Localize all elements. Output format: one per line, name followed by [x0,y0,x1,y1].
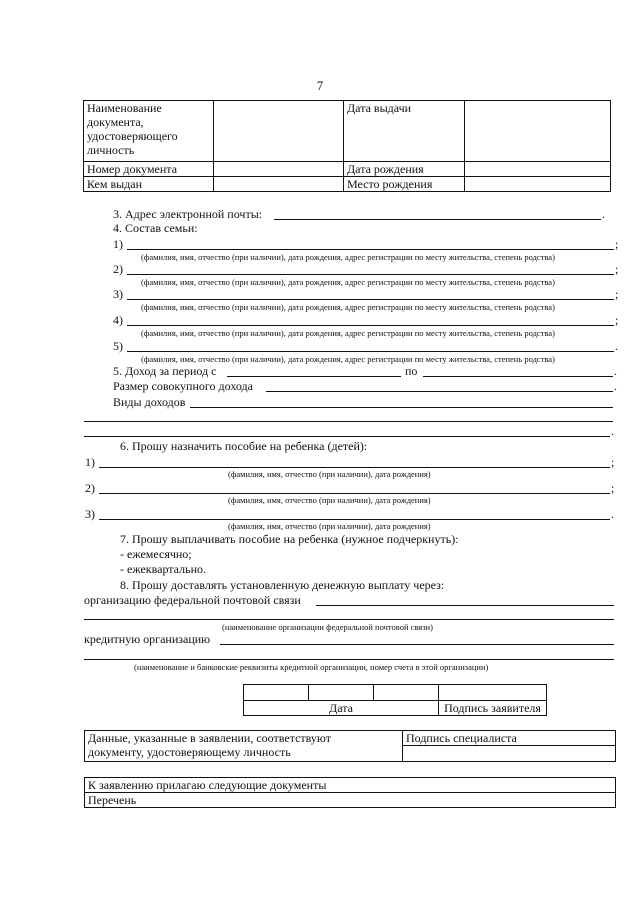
family-item-num: 5) [113,339,123,353]
signature-cell[interactable] [439,685,547,701]
income-types-field[interactable] [84,436,610,437]
family-field[interactable] [127,249,614,250]
family-hint: (фамилия, имя, отчество (при наличии), дата рождения, адрес регистрации по месту жительства, степень родства) [141,277,555,287]
email-label: 3. Адрес электронной почты: [113,207,263,221]
children-title: 6. Прошу назначить пособие на ребенка (детей): [120,439,368,453]
family-item-num: 2) [113,262,123,276]
delivery-credit-hint: (наименование и банковские реквизиты кредитной организации, номер счета в этой организации) [134,662,489,672]
family-title: 4. Состав семьи: [113,221,198,235]
delivery-post-hint: (наименование организации федеральной почтовой связи) [222,622,433,632]
delivery-credit-field[interactable] [220,644,614,645]
child-field[interactable] [99,493,610,494]
income-to-label: по [405,364,418,378]
income-types-field[interactable] [190,407,613,408]
payment-monthly-option[interactable]: - ежемесячно; [120,547,192,561]
family-item-end: ; [615,313,619,327]
child-item-num: 2) [85,481,95,495]
doc-name-label: Наименование документа, удостоверяющего личность [84,101,214,162]
date-cell[interactable] [374,685,439,701]
specialist-cell[interactable] [403,731,616,762]
child-item-num: 1) [85,455,95,469]
income-types-end: . [611,424,614,438]
family-field[interactable] [127,299,614,300]
attachments-list[interactable]: Перечень [85,793,616,808]
family-item-end: ; [615,262,619,276]
delivery-credit-label: кредитную организацию [84,632,211,646]
birth-date-value[interactable] [465,162,611,177]
specialist-signature-label: Подпись специалиста [403,731,615,746]
child-field[interactable] [99,467,610,468]
family-hint: (фамилия, имя, отчество (при наличии), дата рождения, адрес регистрации по месту жительства, степень родства) [141,252,555,262]
income-size-end: . [614,379,617,393]
verification-line: Данные, указанные в заявлении, соответствуют [88,731,331,745]
income-period-end: . [614,364,617,378]
attachments-table [84,777,616,808]
family-field[interactable] [127,351,614,352]
income-types-label: Виды доходов [113,395,186,409]
family-item-num: 4) [113,313,123,327]
family-hint: (фамилия, имя, отчество (при наличии), дата рождения, адрес регистрации по месту жительства, степень родства) [141,302,555,312]
email-field[interactable] [274,219,601,220]
birth-date-label: Дата рождения [344,162,465,177]
issued-by-value[interactable] [214,177,344,192]
issue-date-value[interactable] [465,101,611,162]
delivery-post-field[interactable] [84,619,614,620]
child-hint: (фамилия, имя, отчество (при наличии), дата рождения) [228,469,431,479]
verification-table [84,730,616,762]
doc-number-value[interactable] [214,162,344,177]
income-from-field[interactable] [227,376,401,377]
income-period-label: 5. Доход за период с [113,364,217,378]
child-field[interactable] [99,519,610,520]
child-item-end: ; [611,481,615,495]
child-item-num: 3) [85,507,95,521]
applicant-signature-label: Подпись заявителя [439,701,547,716]
date-cell[interactable] [244,685,309,701]
delivery-post-field[interactable] [316,605,614,606]
doc-name-value[interactable] [214,101,344,162]
income-to-field[interactable] [423,376,613,377]
family-hint: (фамилия, имя, отчество (при наличии), дата рождения, адрес регистрации по месту жительства, степень родства) [141,354,555,364]
date-cell[interactable] [309,685,374,701]
id-document-table [83,100,611,192]
child-hint: (фамилия, имя, отчество (при наличии), дата рождения) [228,521,431,531]
issued-by-label: Кем выдан [84,177,214,192]
payment-quarterly-option[interactable]: - ежеквартально. [120,562,206,576]
verification-text [85,731,403,762]
birth-place-label: Место рождения [344,177,465,192]
attachments-title: К заявлению прилагаю следующие документы [85,778,616,793]
income-size-field[interactable] [266,391,613,392]
child-item-end: . [611,507,614,521]
income-size-label: Размер совокупного дохода [113,379,253,393]
page-number: 7 [316,78,324,93]
family-item-num: 1) [113,237,123,251]
income-types-field[interactable] [84,421,613,422]
family-field[interactable] [127,325,614,326]
family-hint: (фамилия, имя, отчество (при наличии), дата рождения, адрес регистрации по месту жительства, степень родства) [141,328,555,338]
child-item-end: ; [611,455,615,469]
family-item-num: 3) [113,287,123,301]
payment-title: 7. Прошу выплачивать пособие на ребенка (нужное подчеркнуть): [120,532,459,546]
date-label: Дата [244,701,439,716]
issue-date-label: Дата выдачи [344,101,465,162]
doc-number-label: Номер документа [84,162,214,177]
verification-line: документу, удостоверяющему личность [88,745,291,759]
signature-table [243,684,547,716]
family-item-end: . [615,339,618,353]
delivery-post-label: организацию федеральной почтовой связи [84,593,301,607]
family-field[interactable] [127,274,614,275]
delivery-title: 8. Прошу доставлять установленную денежную выплату через: [120,578,445,592]
birth-place-value[interactable] [465,177,611,192]
child-hint: (фамилия, имя, отчество (при наличии), дата рождения) [228,495,431,505]
delivery-credit-field[interactable] [84,659,614,660]
family-item-end: ; [615,287,619,301]
family-item-end: ; [615,237,619,251]
email-end: . [602,207,605,221]
